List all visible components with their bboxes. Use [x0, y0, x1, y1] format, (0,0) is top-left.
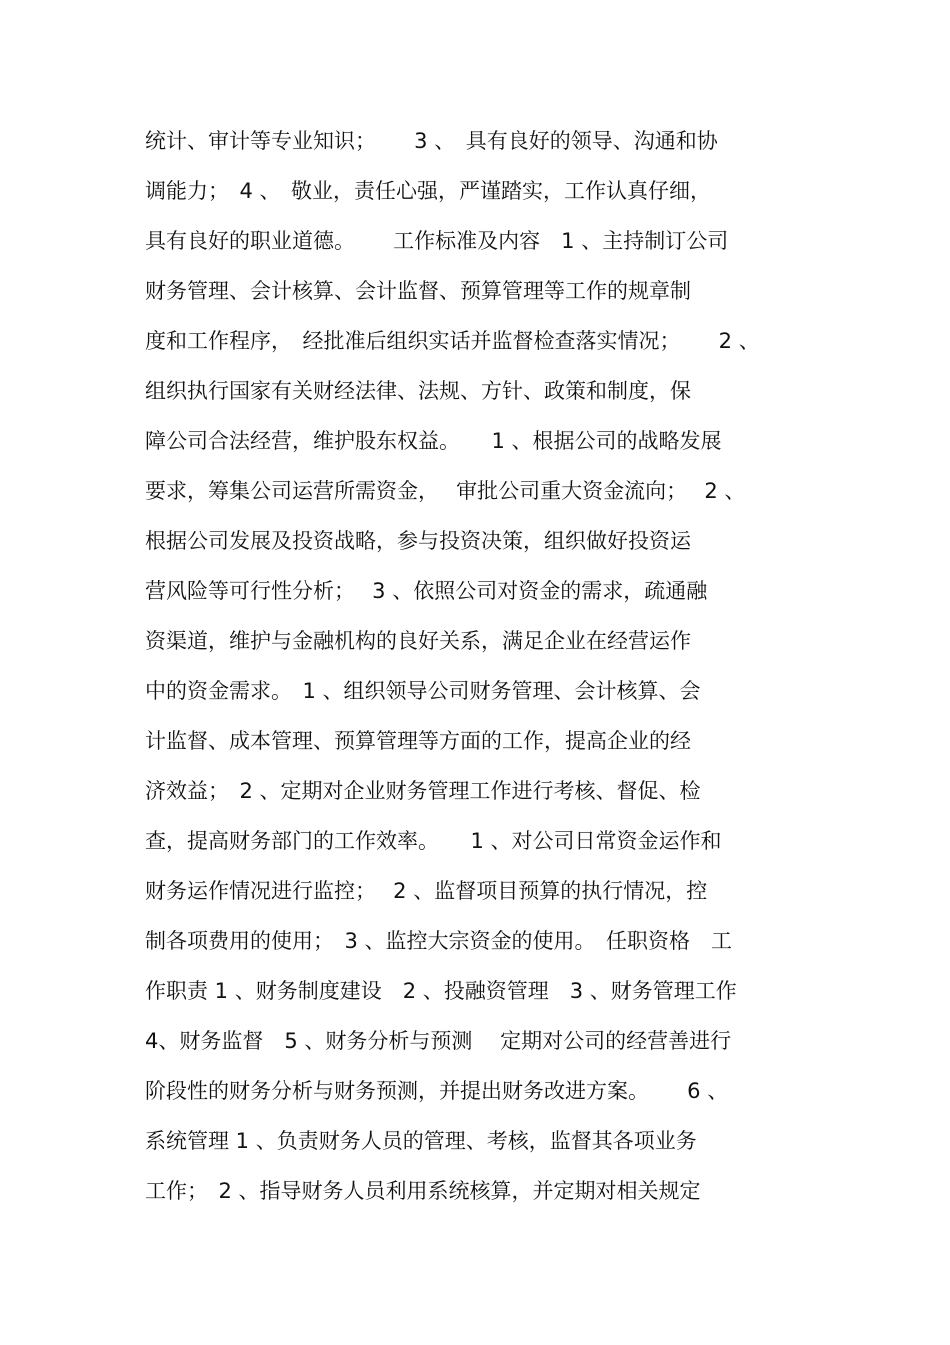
text-line: 根据公司发展及投资战略，参与投资决策，组织做好投资运	[145, 529, 691, 553]
text-line: 济效益； 2 、定期对企业财务管理工作进行考核、督促、检	[145, 779, 701, 803]
text-line: 作职责 1 、财务制度建设 2 、投融资管理 3 、财务管理工作	[145, 979, 737, 1003]
text-line: 要求，筹集公司运营所需资金， 审批公司重大资金流向； 2 、	[145, 479, 746, 503]
text-line: 调能力； 4 、 敬业，责任心强，严谨踏实，工作认真仔细，	[145, 179, 712, 203]
text-line: 查，提高财务部门的工作效率。 1 、对公司日常资金运作和	[145, 829, 722, 853]
text-line: 财务管理、会计核算、会计监督、预算管理等工作的规章制	[145, 279, 691, 303]
text-line: 系统管理 1 、负责财务人员的管理、考核，监督其各项业务	[145, 1129, 697, 1153]
text-line: 度和工作程序， 经批准后组织实话并监督检查落实情况； 2 、	[145, 329, 760, 353]
text-line: 财务运作情况进行监控； 2 、监督项目预算的执行情况，控	[145, 879, 708, 903]
text-line: 组织执行国家有关财经法律、法规、方针、政策和制度，保	[145, 379, 691, 403]
text-line: 障公司合法经营，维护股东权益。 1 、根据公司的战略发展	[145, 429, 722, 453]
text-line: 制各项费用的使用； 3 、监控大宗资金的使用。 任职资格 工	[145, 929, 733, 953]
text-line: 4、财务监督 5 、财务分析与预测 定期对公司的经营善进行	[145, 1029, 732, 1053]
text-line: 统计、审计等专业知识； 3 、 具有良好的领导、沟通和协	[145, 129, 718, 153]
text-line: 阶段性的财务分析与财务预测，并提出财务改进方案。 6 、	[145, 1079, 729, 1103]
text-line: 计监督、成本管理、预算管理等方面的工作，提高企业的经	[145, 729, 691, 753]
text-line: 中的资金需求。 1 、组织领导公司财务管理、会计核算、会	[145, 679, 701, 703]
text-line: 营风险等可行性分析； 3 、依照公司对资金的需求，疏通融	[145, 579, 708, 603]
text-line: 资渠道，维护与金融机构的良好关系，满足企业在经营运作	[145, 629, 691, 653]
text-line: 具有良好的职业道德。 工作标准及内容 1 、主持制订公司	[145, 229, 729, 253]
text-line: 工作； 2 、指导财务人员利用系统核算，并定期对相关规定	[145, 1179, 701, 1203]
